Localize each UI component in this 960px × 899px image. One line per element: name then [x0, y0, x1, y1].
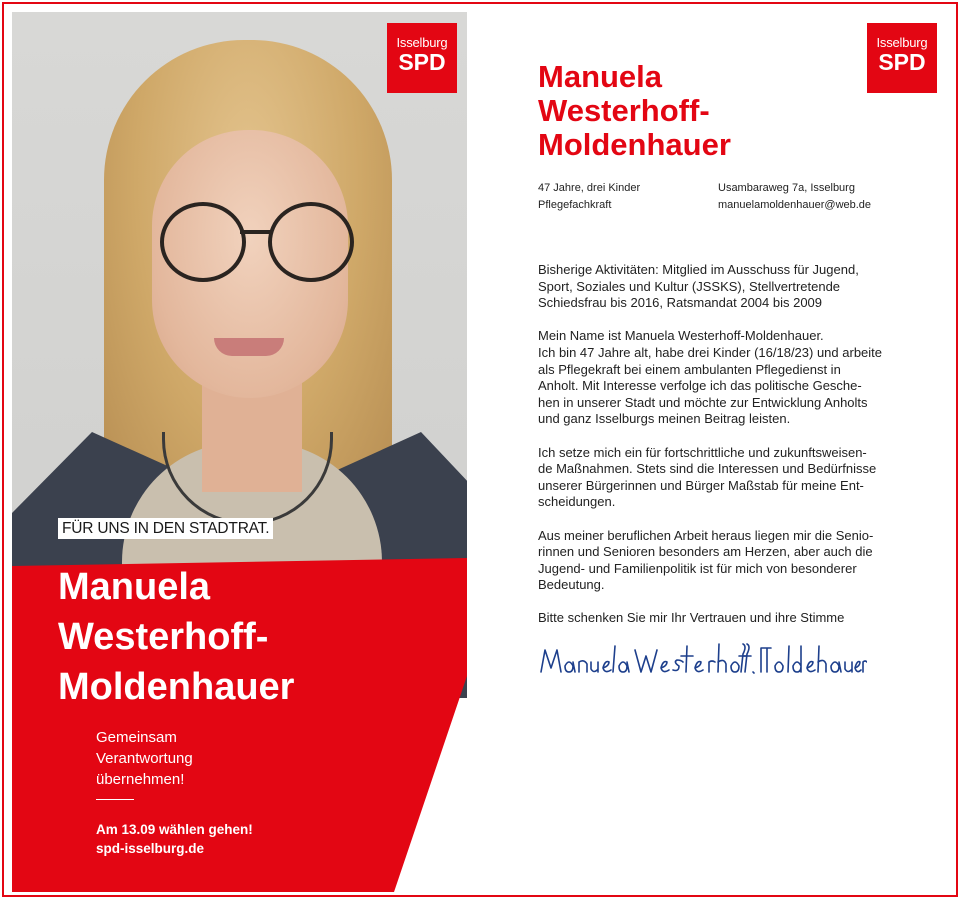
tagline	[96, 727, 193, 790]
biography	[538, 262, 918, 644]
tagline-line: Gemeinsam	[96, 729, 177, 746]
name-last-part2: Moldenhauer	[538, 127, 731, 162]
personal-info	[538, 180, 640, 214]
contact-info	[718, 180, 871, 214]
tagline-line: Verantwortung	[96, 750, 193, 767]
smile	[214, 338, 284, 356]
handwritten-signature	[537, 640, 867, 685]
logo-party: SPD	[878, 49, 926, 75]
name-first: Manuela	[538, 59, 663, 94]
spd-logo-header	[867, 23, 937, 93]
paragraph-seniors: Aus meiner beruflichen Arbeit heraus liegen mir die Senio- rinnen und Senioren besonders am Herzen, aber auch die Jugend- und Familienpolitik ist für mich von besonderer Bedeutung.	[538, 527, 874, 593]
glasses-bridge	[240, 230, 270, 234]
tagline-line: übernehmen!	[96, 771, 185, 788]
logo-party: SPD	[398, 49, 446, 75]
website-link[interactable]: spd-isselburg.de	[96, 841, 205, 856]
poster-candidate-name	[58, 562, 294, 712]
name-last-part1: Westerhoff-	[58, 616, 269, 658]
vote-date: Am 13.09 wählen gehen!	[96, 822, 253, 837]
age-kids: 47 Jahre, drei Kinder	[538, 182, 641, 194]
profession: Pflegefachkraft	[538, 199, 612, 211]
name-last-part1: Westerhoff-	[538, 93, 710, 128]
page-title	[538, 60, 731, 162]
paragraph-activities: Bisherige Aktivitäten: Mitglied im Ausschuss für Jugend, Sport, Soziales und Kultur (JSSKS), Stellvertretende Schiedsfrau bis 2016, Ratsmandat 2004 bis 2009	[538, 262, 859, 311]
email-link[interactable]: manuelamoldenhauer@web.de	[718, 199, 872, 211]
slogan-label: FÜR UNS IN DEN STADTRAT.	[58, 518, 273, 539]
name-first: Manuela	[58, 566, 211, 608]
divider	[96, 799, 134, 800]
paragraph-closing: Bitte schenken Sie mir Ihr Vertrauen und ihre Stimme	[538, 610, 845, 626]
glasses-left-lens	[160, 202, 246, 282]
address: Usambaraweg 7a, Isselburg	[718, 182, 855, 194]
spd-logo-poster	[387, 23, 457, 93]
glasses-right-lens	[268, 202, 354, 282]
logo-city: Isselburg	[396, 35, 448, 50]
vote-call	[96, 820, 253, 858]
paragraph-intro: Mein Name ist Manuela Westerhoff-Moldenhauer. Ich bin 47 Jahre alt, habe drei Kinder (16/18/23) und arbeite als Pflegekraft bei einem ambulanten Pflegedienst in Anholt. Mit Interesse verfolge ich das politische Gesche- hen in unserer Stadt und möchte zur Entwicklung Anholts und ganz Isselburgs meinen Beitrag leisten.	[538, 328, 883, 427]
name-last-part2: Moldenhauer	[58, 666, 295, 708]
logo-city: Isselburg	[876, 35, 928, 50]
paragraph-commitment: Ich setze mich ein für fortschrittliche und zukunftsweisen- de Maßnahmen. Stets sind die Interessen und Bedürfnisse unserer Bürgerinnen und Bürger Maßstab für meine Ent- scheidungen.	[538, 444, 877, 510]
